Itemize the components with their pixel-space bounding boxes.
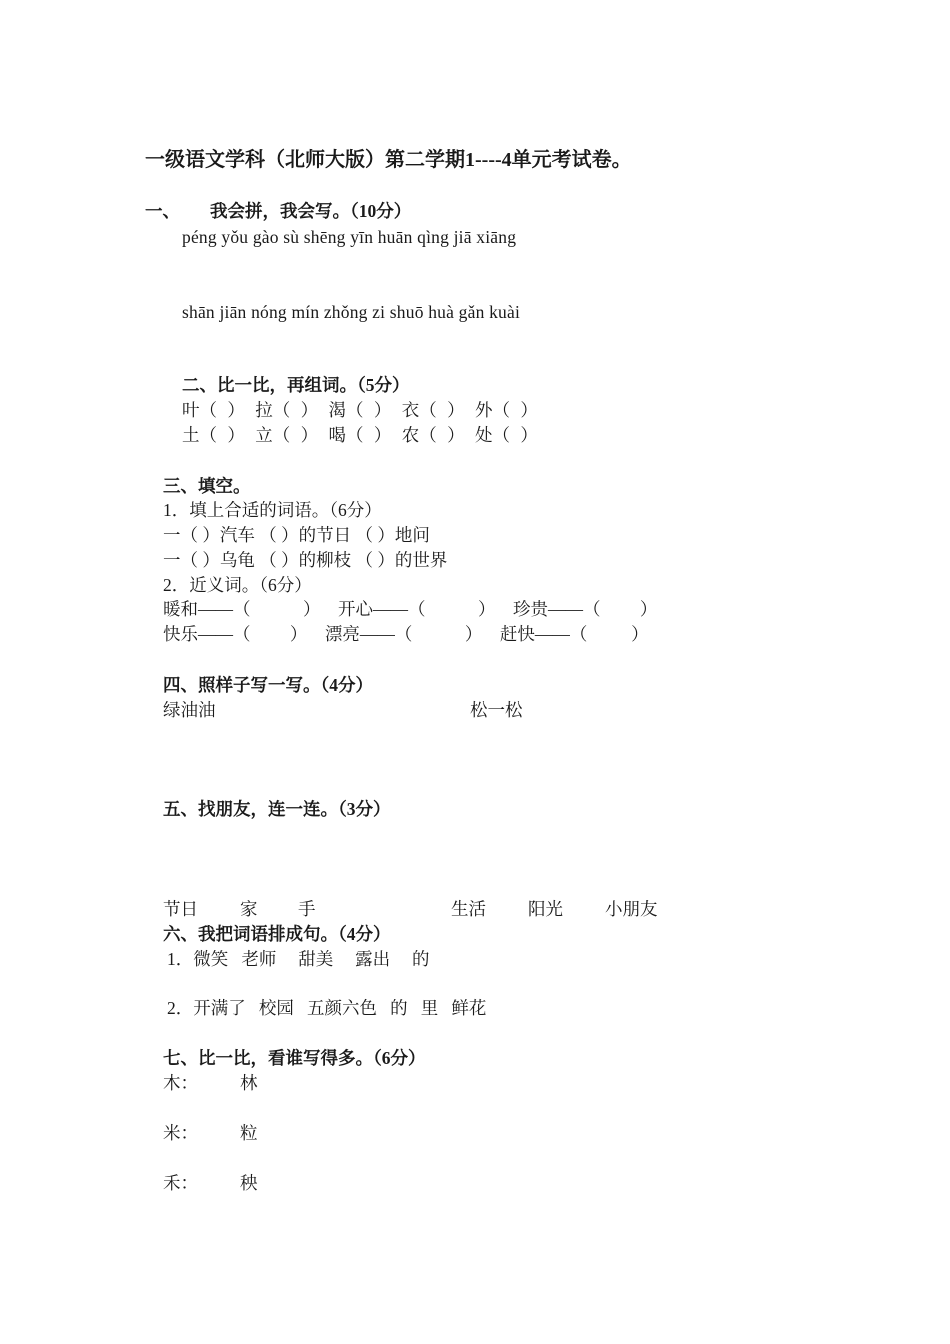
match-right-word: 生活 [451,899,486,919]
section-3-heading: 三、填空。 [163,476,251,496]
radical-example: 林 [240,1073,258,1093]
radical-label: 木： [163,1073,198,1093]
fill-question-1: 1．填上合适的词语。（6分） [163,500,382,520]
fill-line-1b: 一（ ）乌龟 （ ）的柳枝 （ ）的世界 [163,550,448,570]
page-title: 一级语文学科（北师大版）第二学期1----4单元考试卷。 [145,149,632,171]
radical-label: 禾： [163,1173,198,1193]
radical-label: 米： [163,1123,198,1143]
pinyin-line-2: shān jiān nóng mín zhǒng zi shuō huà gǎn kuài [182,302,521,322]
match-left-word: 手 [298,899,316,919]
radical-example: 秧 [240,1173,258,1193]
section-7-heading: 七、比一比，看谁写得多。（6分） [163,1048,426,1068]
compare-row-1: 叶（ ） 拉（ ） 渴（ ） 衣（ ） 外（ ） [182,400,538,420]
fill-question-2: 2．近义词。（6分） [163,575,312,595]
match-right-word: 阳光 [528,899,563,919]
section-6-heading: 六、我把词语排成句。（4分） [163,924,391,944]
match-right-word: 小朋友 [605,899,658,919]
example-word-2: 松一松 [470,700,523,720]
synonym-line-a: 暖和——（ ） 开心——（ ） 珍贵——（ ） [163,599,658,619]
sentence-question-2: 2．开满了 校园 五颜六色 的 里 鲜花 [167,998,487,1018]
synonym-line-b: 快乐——（ ） 漂亮——（ ） 赶快——（ ） [163,624,649,644]
section-5-heading: 五、找朋友，连一连。（3分） [163,799,391,819]
fill-line-1a: 一（ ）汽车 （ ）的节日 （ ）地问 [163,525,430,545]
section-2-heading: 二、比一比，再组词。（5分） [182,375,410,395]
compare-row-2: 土（ ） 立（ ） 喝（ ） 农（ ） 处（ ） [182,425,538,445]
pinyin-line-1: péng yǒu gào sù shēng yīn huān qìng jiā xiāng [182,227,517,247]
radical-example: 粒 [240,1123,258,1143]
sentence-question-1: 1．微笑 老师 甜美 露出 的 [167,949,430,969]
section-1-heading: 我会拼，我会写。（10分） [210,201,412,221]
section-4-heading: 四、照样子写一写。（4分） [163,675,373,695]
match-left-word: 家 [240,899,258,919]
example-word-1: 绿油油 [163,700,216,720]
section-1-number: 一、 [145,201,180,221]
match-left-word: 节日 [163,899,198,919]
